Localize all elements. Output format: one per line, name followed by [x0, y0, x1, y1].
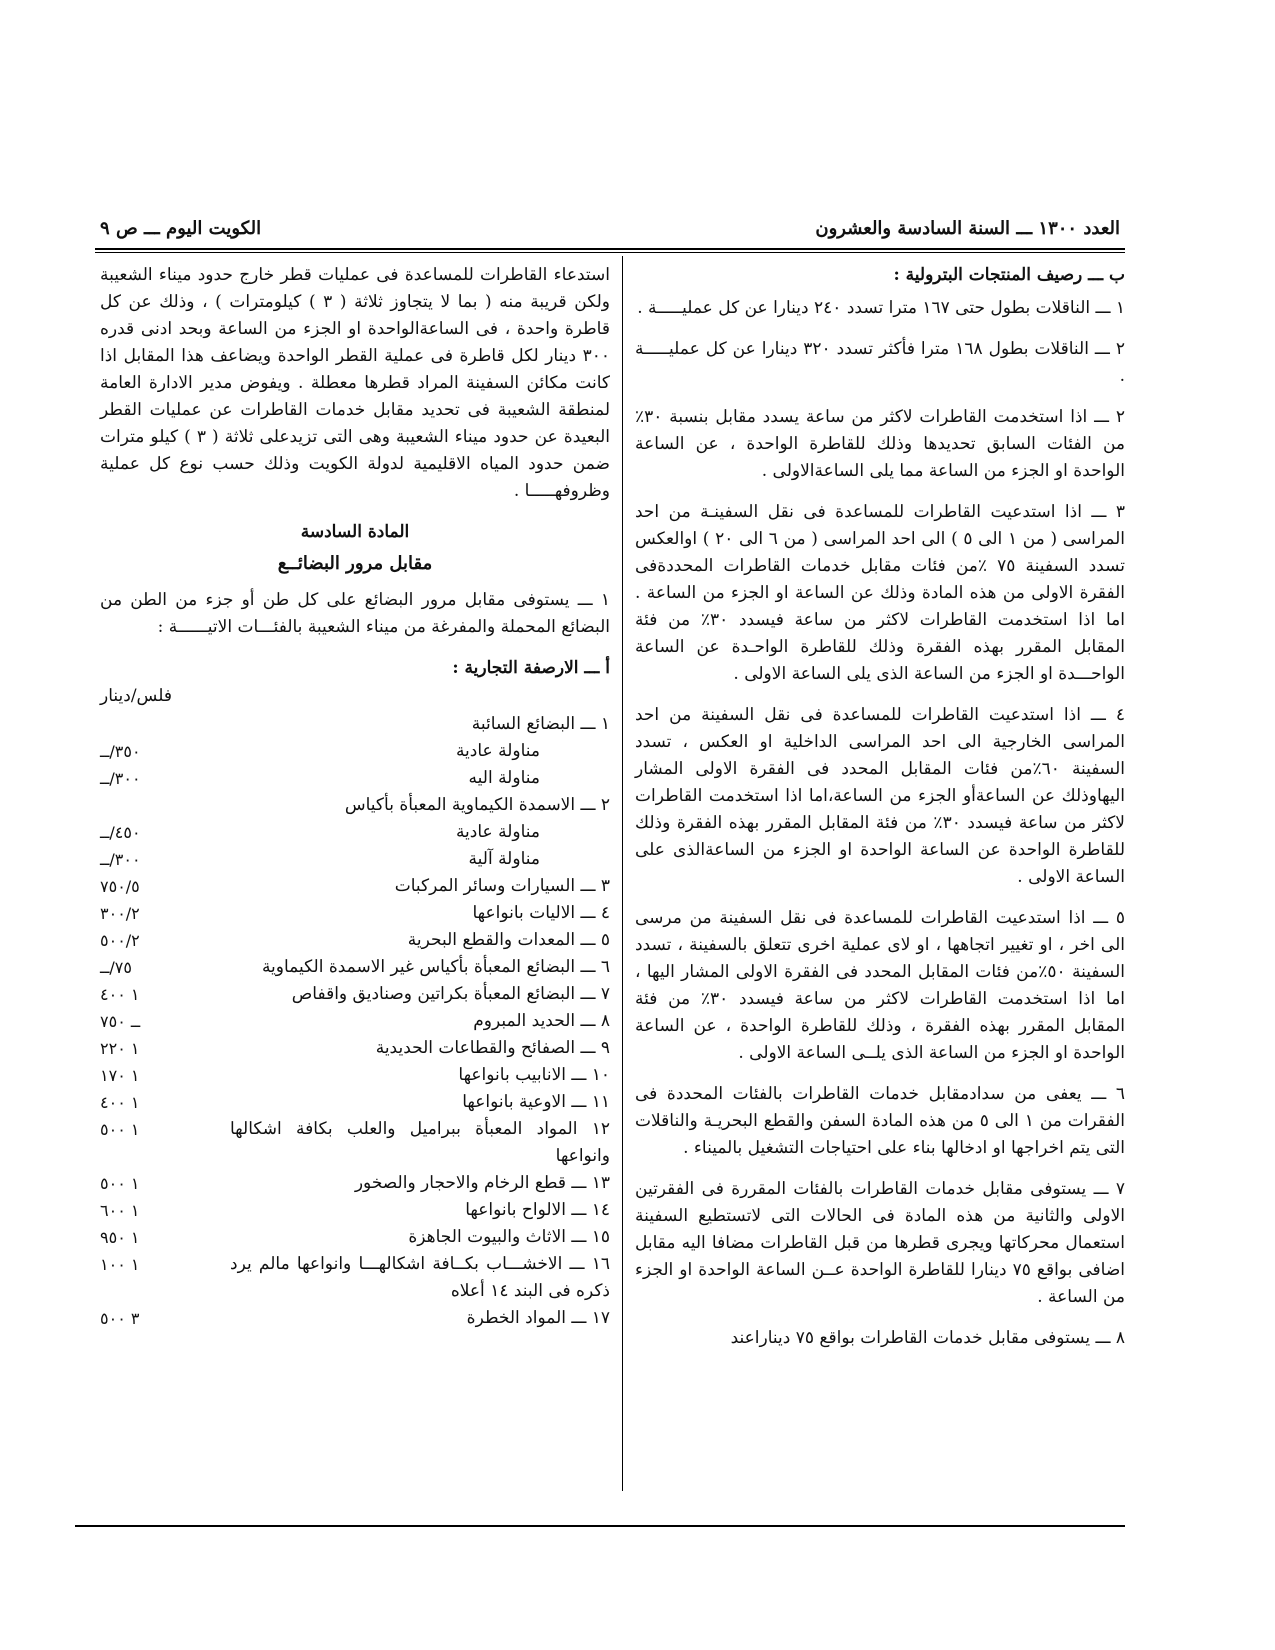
article-paragraph: ١ ـــ يستوفى مقابل مرور البضائع على كل طن أو جزء من الطن من البضائع المحملة والمفرغة من ميناء الشعيبة بالفئـــات الاتيــــــة :	[100, 590, 610, 637]
paragraph: ٤ ـــ اذا استدعيت القاطرات للمساعدة فى نقل السفينة من احد المراسى الخارجية الى احد المراسى الداخلية او العكس ، تسدد السفينة ٦٠٪من فئات المقابل المحدد فى الفقرة الاولى المشار اليهاوذلك عن الساعةأو الجزء من الساعة،اما اذا استخدمت القاطرات لاكثر من ساعة فيسدد ٣٠٪ من فئة المقابل المقرر بهذه الفقرة وذلك للقاطرة الواحدة عن الساعة الواحدة او الجزء من الساعةالذى على الساعة الاولى .	[635, 705, 1125, 887]
paragraph: ٦ ـــ يعفى من سدادمقابل خدمات القاطرات بالفئات المحددة فى الفقرات من ١ الى ٥ من هذه المادة السفن والقطع البحريـة والناقلات التى يتم اخراجها او ادخالها بناء على احتياجات التشغيل بالميناء .	[635, 1084, 1125, 1158]
fee-row	[100, 1305, 610, 1332]
fee-table-header	[100, 655, 610, 683]
fee-item-label: ٨ ـــ الحديد المبروم	[473, 1011, 610, 1031]
unit-header: فلس/دينار	[100, 686, 172, 706]
fee-item-value: ١ ١٧٠	[100, 1066, 140, 1085]
fee-item-value: ٣٠٠/٢	[100, 904, 140, 923]
page-number: الكويت اليوم ـــ ص ٩	[100, 218, 262, 239]
fee-row	[100, 1197, 610, 1224]
fee-row	[100, 711, 610, 738]
fee-item-label: ١٣ ـــ قطع الرخام والاحجار والصخور	[354, 1173, 610, 1193]
fee-row	[100, 819, 610, 846]
fee-table	[100, 711, 610, 1332]
fee-item-label: ١٤ ـــ الالواح بانواعها	[465, 1200, 610, 1220]
fee-item-value: ــ ٧٥٠	[100, 1012, 141, 1031]
header-rule	[95, 248, 1125, 250]
subsection-heading: أ ـــ الارصفة التجارية :	[452, 658, 610, 678]
fee-item-value: ١ ٢٢٠	[100, 1039, 140, 1058]
fee-item-label: ٣ ـــ السيارات وسائر المركبات	[394, 876, 610, 896]
fee-item-value: ١ ٩٥٠	[100, 1228, 140, 1247]
paragraph: ٨ ـــ يستوفى مقابل خدمات القاطرات بواقع ٧٥ ديناراعند	[730, 1328, 1125, 1348]
fee-item-label: ١٧ ـــ المواد الخطرة	[466, 1308, 610, 1328]
fee-row	[100, 738, 610, 765]
fee-item-value: ٣٥٠/ــ	[100, 742, 141, 761]
fee-row	[100, 1035, 610, 1062]
left-column	[100, 262, 610, 1332]
fee-item-label: ١١ ـــ الاوعية بانواعها	[462, 1092, 610, 1112]
fee-row	[100, 1224, 610, 1251]
paragraph: ١ ـــ الناقلات بطول حتى ١٦٧ مترا تسدد ٢٤٠ دينارا عن كل عمليـــــة .	[637, 298, 1125, 318]
fee-row	[100, 954, 610, 981]
fee-row	[100, 873, 610, 900]
fee-row	[100, 900, 610, 927]
fee-item-value: ٣ ٥٠٠	[100, 1309, 140, 1328]
fee-item-label: ١٢ المواد المعبأة ببراميل والعلب بكافة اشكالها وانواعها	[230, 1119, 610, 1166]
fee-row	[100, 1251, 610, 1305]
fee-item-label: ٢ ـــ الاسمدة الكيماوية المعبأة بأكياس	[344, 795, 610, 815]
fee-item-value: ١ ٥٠٠	[100, 1174, 140, 1193]
page-header	[100, 218, 1120, 246]
unit-row	[100, 683, 610, 711]
fee-item-label: ١ ـــ البضائع السائبة	[471, 714, 610, 734]
fee-item-value: ٥٠٠/٢	[100, 931, 140, 950]
fee-item-label: ٥ ـــ المعدات والقطع البحرية	[407, 930, 610, 950]
fee-item-label: ٦ ـــ البضائع المعبأة بأكياس غير الاسمدة الكيماوية	[261, 957, 610, 977]
fee-item-label: ١٠ ـــ الانابيب بانواعها	[458, 1065, 610, 1085]
footer-rule	[75, 1525, 1125, 1527]
fee-row	[100, 981, 610, 1008]
fee-item-label: مناولة عادية	[455, 741, 540, 761]
fee-item-value: ٧٥/ــ	[100, 958, 132, 977]
fee-item-value: ٣٠٠/ــ	[100, 850, 141, 869]
fee-item-value: ١ ٤٠٠	[100, 985, 140, 1004]
fee-item-value: ١ ٤٠٠	[100, 1093, 140, 1112]
paragraph: ٣ ـــ اذا استدعيت القاطرات للمساعدة فى نقل السفينـة من احد المراسى ( من ١ الى ٥ ) الى احد المراسى ( من ٦ الى ٢٠ ) اوالعكس تسدد السفينة ٧٥ ٪من فئات مقابل خدمات القاطرات المحددةفى الفقرة الاولى من هذه المادة وذلك عن الساعة او الجزء من الساعة . اما اذا استخدمت القاطرات لاكثر من ساعة فيسدد ٣٠٪ من فئة المقابل المقرر بهذه الفقرة وذلك للقاطرة الواحـدة عن الساعة الواحـــدة او الجزء من الساعة الذى يلى الساعة الاولى .	[635, 502, 1126, 684]
fee-item-label: ٤ ـــ الاليات بانواعها	[472, 903, 610, 923]
fee-row	[100, 765, 610, 792]
paragraph: ٢ ـــ الناقلات بطول ١٦٨ مترا فأكثر تسدد ٣٢٠ دينارا عن كل عمليـــــة .	[635, 339, 1125, 386]
fee-item-label: ٧ ـــ البضائع المعبأة بكراتين وصناديق واقفاص	[291, 984, 610, 1004]
fee-item-value: ١ ١٠٠	[100, 1255, 140, 1274]
issue-number: العدد ١٣٠٠ ـــ السنة السادسة والعشرون	[815, 218, 1120, 239]
article-title: المادة السادسة	[300, 522, 410, 542]
paragraph: ٢ ـــ اذا استخدمت القاطرات لاكثر من ساعة يسدد مقابل بنسبة ٣٠٪ من الفئات السابق تحديدها وذلك للقاطرة الواحدة ، عن الساعة الواحدة او الجزء من الساعة مما يلى الساعةالاولى .	[635, 407, 1125, 481]
fee-row	[100, 1062, 610, 1089]
section-heading: ب ـــ رصيف المنتجات البترولية :	[893, 265, 1125, 285]
fee-row	[100, 846, 610, 873]
fee-row	[100, 1008, 610, 1035]
fee-item-label: ١٦ ـــ الاخشـــاب بكــافة اشكالهـــا وانواعها مالم يرد ذكره فى البند ١٤ أعلاه	[230, 1254, 610, 1301]
paragraph: ٥ ـــ اذا استدعيت القاطرات للمساعدة فى نقل السفينة من مرسى الى اخر ، او تغيير اتجاهها ، او لاى عملية اخرى تتعلق بالسفينة ، تسدد السفينة ٥٠٪من فئات المقابل المحدد فى الفقرة الاولى المشار اليها ، اما اذا استخدمت القاطرات لاكثر من ساعة فيسدد ٣٠٪ من فئة المقابل المقرر بهذه الفقرة ، وذلك للقاطرة الواحدة ، عن الساعة الواحدة او الجزء من الساعة الذى يلــى الساعة الاولى .	[635, 908, 1125, 1063]
fee-item-label: ١٥ ـــ الاثاث والبيوت الجاهزة	[408, 1227, 610, 1247]
fee-row	[100, 1116, 610, 1170]
fee-item-value: ٧٥٠/٥	[100, 877, 140, 896]
column-divider	[622, 256, 623, 1491]
fee-row	[100, 927, 610, 954]
fee-row	[100, 1089, 610, 1116]
intro-paragraph: استدعاء القاطرات للمساعدة فى عمليات قطر خارج حدود ميناء الشعيبة ولكن قريبة منه ( بما لا يتجاوز ثلاثة ( ٣ ) كيلومترات ) ، وذلك عن كل قاطرة واحدة ، فى الساعةالواحدة او الجزء من الساعة وبحد ادنى قدره ٣٠٠ دينار لكل قاطرة فى عملية القطر الواحدة ويضاعف هذا المقابل اذا كانت مكائن السفينة المراد قطرها معطلة . ويفوض مدير الادارة العامة لمنطقة الشعيبة فى تحديد مقابل خدمات القاطرات عن عمليات القطر البعيدة عن حدود ميناء الشعيبة وهى التى تزيدعلى ثلاثة ( ٣ ) كيلو مترات ضمن حدود المياه الاقليمية لدولة الكويت وذلك حسب نوع كل عملية وظروفهـــــا .	[100, 265, 610, 501]
article-subtitle: مقابل مرور البضائــع	[277, 553, 433, 574]
fee-item-label: ٩ ـــ الصفائح والقطاعات الحديدية	[375, 1038, 610, 1058]
fee-row	[100, 792, 610, 819]
right-column	[635, 262, 1125, 1366]
fee-item-value: ١ ٥٠٠	[100, 1120, 140, 1139]
fee-item-label: مناولة اليه	[468, 768, 540, 788]
fee-item-label: مناولة آلية	[468, 849, 540, 869]
fee-item-label: مناولة عادية	[455, 822, 540, 842]
fee-item-value: ٣٠٠/ــ	[100, 769, 141, 788]
fee-item-value: ٤٥٠/ــ	[100, 823, 141, 842]
fee-row	[100, 1170, 610, 1197]
header-rule-thin	[95, 252, 1125, 253]
fee-item-value: ١ ٦٠٠	[100, 1201, 140, 1220]
paragraph: ٧ ـــ يستوفى مقابل خدمات القاطرات بالفئات المقررة فى الفقرتين الاولى والثانية من هذه المادة فى الحالات التى لاتستطيع السفينة استعمال محركاتها ويجرى قطرها من قبل القاطرات مضافا اليه مقابل اضافى بواقع ٧٥ دينارا للقاطرة الواحدة عــن الساعة الواحدة او الجزء من الساعة .	[635, 1179, 1126, 1307]
